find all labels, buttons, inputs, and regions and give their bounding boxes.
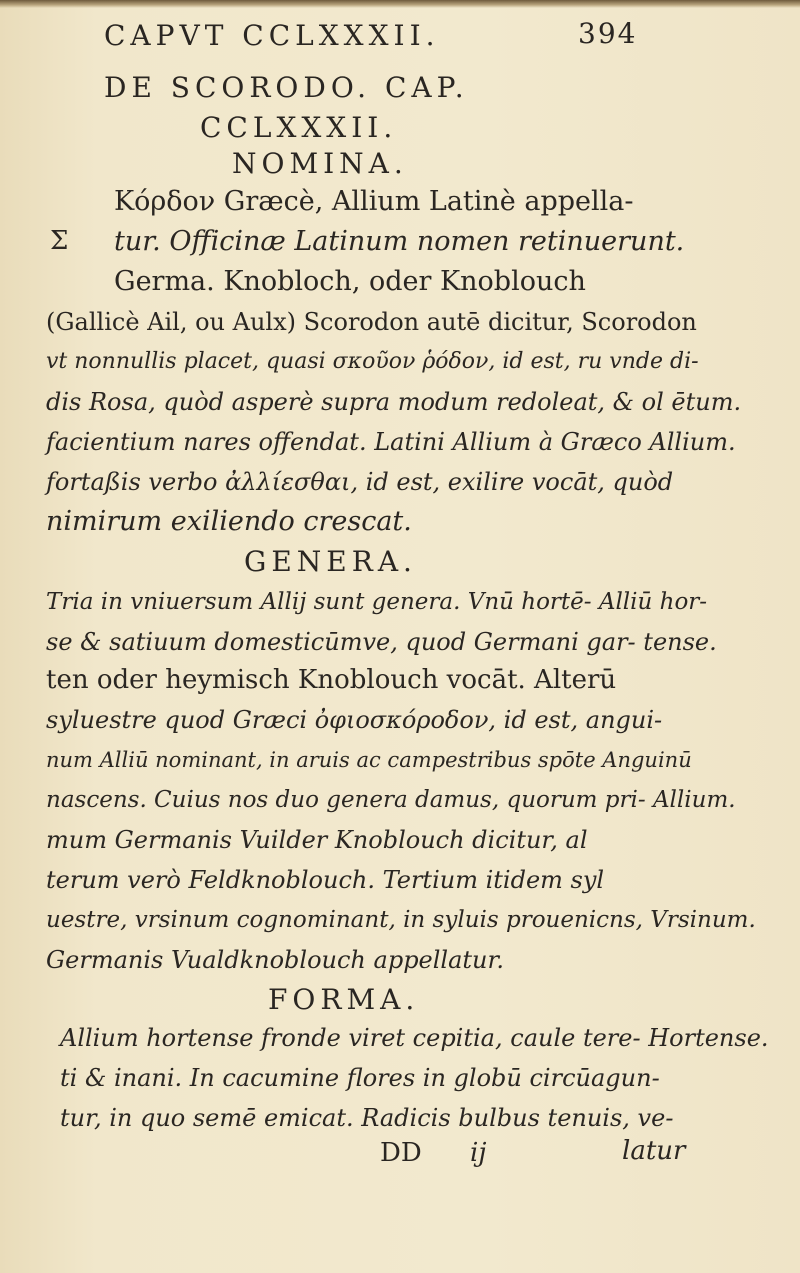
text-line: se & satiuum domesticūmve, quod Germani gar- tense. bbox=[46, 628, 717, 656]
text-line: num Alliū nominant, in aruis ac campestribus spōte Anguinū bbox=[46, 748, 692, 772]
text-line: syluestre quod Græci ὀφιοσκόροδον, id est, angui- bbox=[46, 706, 663, 734]
section-heading-genera: GENERA. bbox=[244, 545, 417, 578]
text-line: fortaßis verbo ἀλλίεσθαι, id est, exilire vocāt, quòd bbox=[46, 468, 674, 496]
text-line: dis Rosa, quòd asperè supra modum redoleat, & ol ētum. bbox=[46, 388, 742, 416]
signature-number: ij bbox=[470, 1138, 487, 1168]
text-line: Germa. Knobloch, oder Knoblouch bbox=[114, 266, 586, 297]
text-line: vt nonnullis placet, quasi σκοῦον ῥόδον, id est, ru vnde di- bbox=[46, 349, 699, 374]
text-line: nimirum exiliendo crescat. bbox=[46, 506, 412, 537]
text-line: nascens. Cuius nos duo genera damus, quorum pri- Allium. bbox=[46, 787, 736, 813]
signature-mark: DD bbox=[380, 1138, 422, 1168]
page-top-edge bbox=[0, 0, 800, 8]
margin-symbol: Σ bbox=[50, 226, 69, 256]
text-line: tur. Officinæ Latinum nomen retinuerunt. bbox=[114, 226, 685, 257]
running-title: CAPVT CCLXXXII. bbox=[104, 19, 440, 52]
text-line: Tria in vniuersum Allij sunt genera. Vnū hortē- Alliū hor- bbox=[46, 589, 708, 615]
text-line: Allium hortense fronde viret cepitia, caule tere- Hortense. bbox=[60, 1024, 769, 1052]
chapter-number: CCLXXXII. bbox=[200, 111, 398, 144]
text-line: ten oder heymisch Knoblouch vocāt. Alterū bbox=[46, 665, 617, 695]
text-line: uestre, vrsinum cognominant, in syluis prouenicns, Vrsinum. bbox=[46, 907, 756, 933]
folio-number: 394 bbox=[578, 17, 638, 50]
text-line: facientium nares offendat. Latini Allium à Græco Allium. bbox=[46, 428, 736, 456]
section-heading-nomina: NOMINA. bbox=[232, 147, 408, 180]
text-line: Κόρδον Græcè, Allium Latinè appella- bbox=[114, 186, 634, 217]
text-line: Germanis Vualdknoblouch appellatur. bbox=[46, 946, 504, 974]
text-line: (Gallicè Ail, ou Aulx) Scorodon autē dicitur, Scorodon bbox=[46, 308, 697, 336]
text-line: ti & inani. In cacumine flores in globū circūagun- bbox=[60, 1064, 660, 1092]
chapter-title: DE SCORODO. CAP. bbox=[104, 71, 469, 104]
catchword: latur bbox=[622, 1136, 686, 1166]
text-line: mum Germanis Vuilder Knoblouch dicitur, al bbox=[46, 826, 588, 854]
text-line: tur, in quo semē emicat. Radicis bulbus tenuis, ve- bbox=[60, 1104, 674, 1132]
text-line: terum verò Feldknoblouch. Tertium itidem syl bbox=[46, 866, 605, 894]
section-heading-forma: FORMA. bbox=[268, 983, 420, 1016]
